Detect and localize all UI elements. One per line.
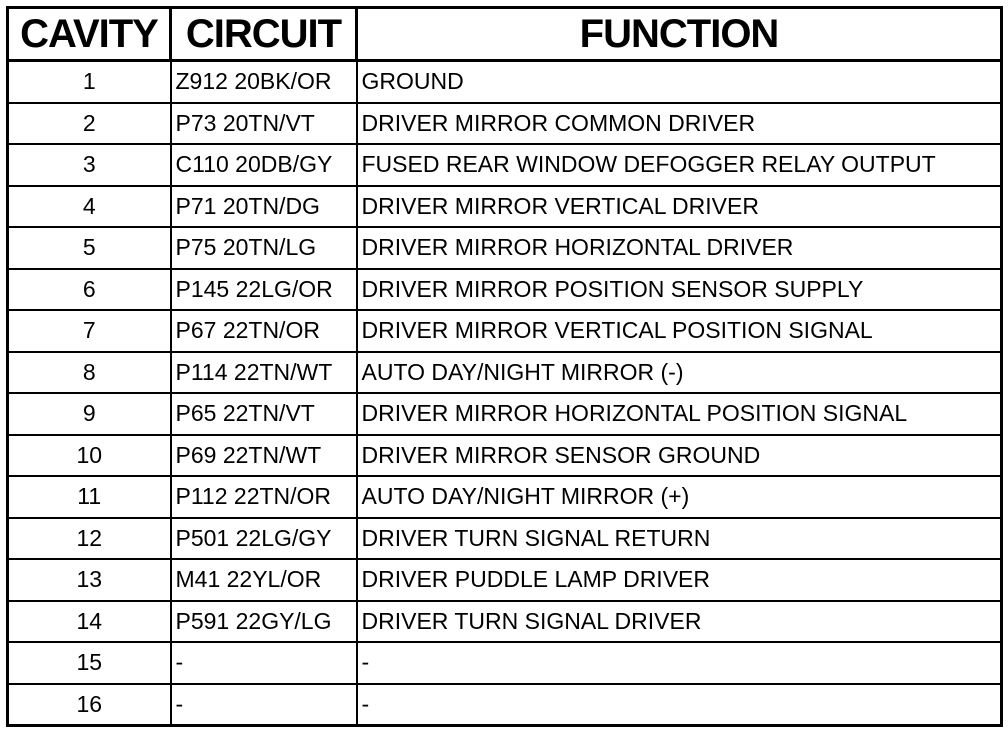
function-cell: DRIVER MIRROR VERTICAL POSITION SIGNAL xyxy=(357,310,1002,352)
table-row xyxy=(8,435,1002,477)
function-cell: DRIVER TURN SIGNAL DRIVER xyxy=(357,601,1002,643)
table-row xyxy=(8,144,1002,186)
table-row xyxy=(8,186,1002,228)
cavity-cell: 10 xyxy=(8,435,171,477)
function-cell: GROUND xyxy=(357,61,1002,103)
table-row xyxy=(8,227,1002,269)
header-function: FUNCTION xyxy=(357,8,1002,61)
function-cell: DRIVER MIRROR COMMON DRIVER xyxy=(357,103,1002,145)
table-row xyxy=(8,352,1002,394)
cavity-cell: 4 xyxy=(8,186,171,228)
circuit-cell: P501 22LG/GY xyxy=(171,518,357,560)
cavity-cell: 14 xyxy=(8,601,171,643)
circuit-cell: P112 22TN/OR xyxy=(171,476,357,518)
cavity-cell: 12 xyxy=(8,518,171,560)
cavity-cell: 13 xyxy=(8,559,171,601)
cavity-cell: 16 xyxy=(8,684,171,726)
cavity-cell: 15 xyxy=(8,642,171,684)
table-row xyxy=(8,269,1002,311)
cavity-cell: 8 xyxy=(8,352,171,394)
circuit-cell: P114 22TN/WT xyxy=(171,352,357,394)
circuit-cell: P145 22LG/OR xyxy=(171,269,357,311)
circuit-cell: - xyxy=(171,684,357,726)
connector-pinout-table xyxy=(6,6,1003,727)
function-cell: DRIVER MIRROR POSITION SENSOR SUPPLY xyxy=(357,269,1002,311)
table-row xyxy=(8,559,1002,601)
table-row xyxy=(8,684,1002,726)
cavity-cell: 5 xyxy=(8,227,171,269)
header-circuit: CIRCUIT xyxy=(171,8,357,61)
circuit-cell: P69 22TN/WT xyxy=(171,435,357,477)
cavity-cell: 2 xyxy=(8,103,171,145)
table-row xyxy=(8,393,1002,435)
table-row xyxy=(8,61,1002,103)
circuit-cell: P65 22TN/VT xyxy=(171,393,357,435)
circuit-cell: P73 20TN/VT xyxy=(171,103,357,145)
function-cell: AUTO DAY/NIGHT MIRROR (+) xyxy=(357,476,1002,518)
function-cell: DRIVER MIRROR HORIZONTAL POSITION SIGNAL xyxy=(357,393,1002,435)
cavity-cell: 1 xyxy=(8,61,171,103)
circuit-cell: Z912 20BK/OR xyxy=(171,61,357,103)
circuit-cell: P71 20TN/DG xyxy=(171,186,357,228)
circuit-cell: P75 20TN/LG xyxy=(171,227,357,269)
table-row xyxy=(8,642,1002,684)
function-cell: DRIVER TURN SIGNAL RETURN xyxy=(357,518,1002,560)
header-cavity: CAVITY xyxy=(8,8,171,61)
circuit-cell: - xyxy=(171,642,357,684)
function-cell: - xyxy=(357,684,1002,726)
function-cell: DRIVER PUDDLE LAMP DRIVER xyxy=(357,559,1002,601)
function-cell: FUSED REAR WINDOW DEFOGGER RELAY OUTPUT xyxy=(357,144,1002,186)
circuit-cell: P591 22GY/LG xyxy=(171,601,357,643)
cavity-cell: 7 xyxy=(8,310,171,352)
function-cell: DRIVER MIRROR HORIZONTAL DRIVER xyxy=(357,227,1002,269)
table-row xyxy=(8,518,1002,560)
header-row xyxy=(8,8,1002,61)
function-cell: DRIVER MIRROR SENSOR GROUND xyxy=(357,435,1002,477)
cavity-cell: 6 xyxy=(8,269,171,311)
cavity-cell: 9 xyxy=(8,393,171,435)
cavity-cell: 11 xyxy=(8,476,171,518)
function-cell: AUTO DAY/NIGHT MIRROR (-) xyxy=(357,352,1002,394)
table-row xyxy=(8,601,1002,643)
table-row xyxy=(8,103,1002,145)
function-cell: DRIVER MIRROR VERTICAL DRIVER xyxy=(357,186,1002,228)
circuit-cell: M41 22YL/OR xyxy=(171,559,357,601)
cavity-cell: 3 xyxy=(8,144,171,186)
table-row xyxy=(8,476,1002,518)
function-cell: - xyxy=(357,642,1002,684)
circuit-cell: C110 20DB/GY xyxy=(171,144,357,186)
table-row xyxy=(8,310,1002,352)
circuit-cell: P67 22TN/OR xyxy=(171,310,357,352)
